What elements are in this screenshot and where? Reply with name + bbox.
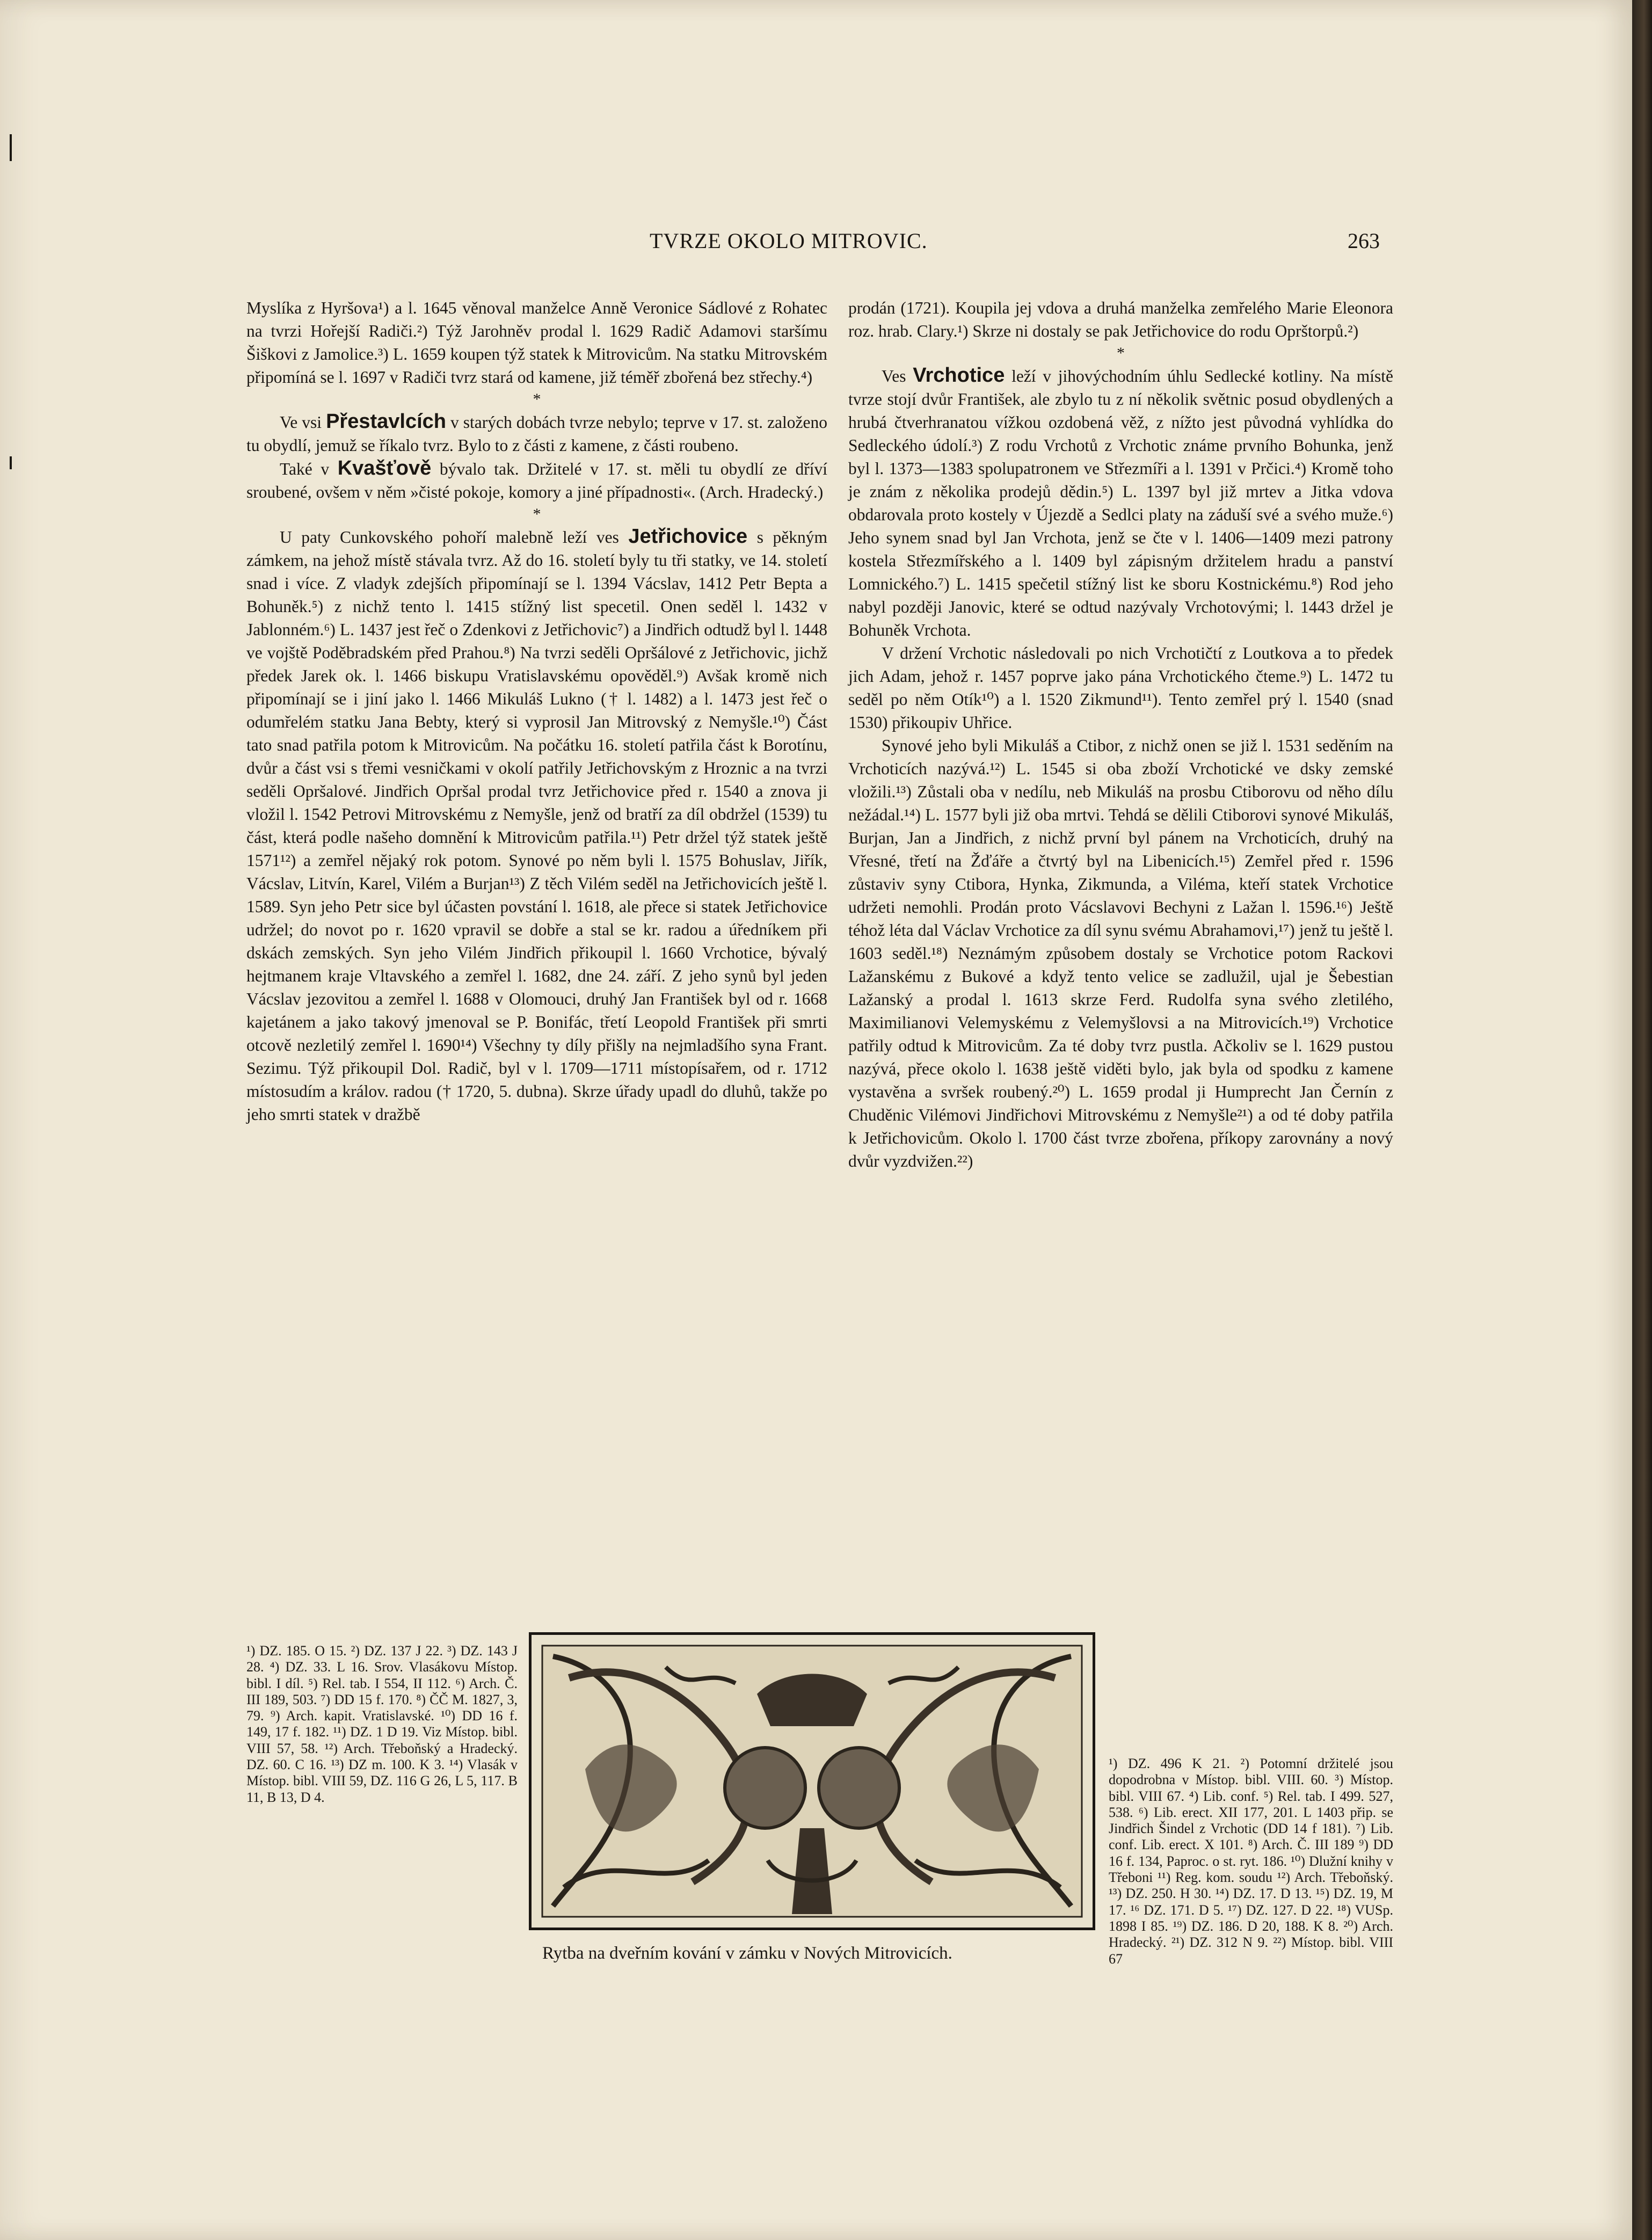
paragraph-prestavlky: Ve vsi Přestavlcích v starých dobách tvrze nebylo; teprve v 17. st. založeno tu obydlí, jemuž se říkalo tvrz. Bylo to z části z kamene, z části roubeno.: [246, 410, 827, 455]
footnote-text: ¹) DZ. 185. O 15. ²) DZ. 137 J 22. ³) DZ. 143 J 28. ⁴) DZ. 33. L 16. Srov. Vlasákovu Místop. bibl. I díl. ⁵) Rel. tab. I 554, II 112. ⁶) Arch. Č. III 189, 503. ⁷) DD 15 f. 170. ⁸) ČČ M. 1827, 3, 79. ⁹) Arch. kapit. Vratislavské. ¹⁰) DD 16 f. 149, 17 f. 182. ¹¹) DZ. 1 D 19. Viz Místop. bibl. VIII 57, 58. ¹²) Arch. Třeboňský a Hradecký. DZ. 60. C 16. ¹³) DZ m. 100. K 3. ¹⁴) Vlasák v Místop. bibl. VIII 59, DZ. 116 G 26, L 5, 117. B 11, B 13, D 4.: [246, 1643, 518, 1805]
place-name-kvasov: Kvašťově: [337, 457, 432, 479]
paragraph-continuation: prodán (1721). Koupila jej vdova a druhá manželka zemřelého Marie Eleonora roz. hrab. Clary.¹) Skrze ni dostaly se pak Jetřichovice do rodu Oprštorpů.²): [848, 299, 1393, 340]
place-name-jetrichovice: Jetřichovice: [628, 525, 748, 548]
door-fitting-engraving: [532, 1635, 1093, 1928]
figure-caption: Rytba na dveřním kování v zámku v Nových Mitrovicích.: [542, 1944, 952, 1963]
margin-mark: [10, 134, 12, 161]
paragraph-kvasov: Také v Kvašťově bývalo tak. Držitelé v 17. st. měli tu obydlí ze dříví sroubené, ovšem v něm »čisté pokoje, komory a jiné případnosti«. (Arch. Hradecký.): [246, 457, 827, 501]
page-number: 263: [1348, 229, 1380, 253]
section-divider: *: [533, 390, 541, 408]
margin-mark: [10, 456, 12, 469]
paragraph-drzeni: V držení Vrchotic následovali po nich Vrchotičtí z Loutkova a to předek jich Adam, jehož r. 1457 poprve jako pána Vrchotického čteme.⁹) L. 1472 tu seděl po něm Otík¹⁰) a l. 1520 Zikmund¹¹). Tento zemřel prý l. 1540 (snad 1530) přikoupiv Uhřice.: [848, 644, 1393, 732]
engraving-figure: [529, 1632, 1095, 1930]
paragraph-radic: Myslíka z Hyršova¹) a l. 1645 věnoval manželce Anně Veronice Sádlové z Rohatec na tvrzi Hořejší Radiči.²) Týž Jarohněv prodal l. 1629 Radič Adamovi staršímu Šiškovi z Jamolice.³) L. 1659 koupen týž statek k Mitrovicům. Na statku Mitrovském připomíná se l. 1697 v Radiči tvrz stará od kamene, již téměř zbořená bez střechy.⁴): [246, 299, 827, 387]
footnote-text: ¹) DZ. 496 K 21. ²) Potomní držitelé jsou dopodrobna v Místop. bibl. VIII. 60. ³) Místop. bibl. VIII 67. ⁴) Lib. conf. ⁵) Rel. tab. I 499. 527, 538. ⁶) Lib. erect. XII 177, 201. L 1403 přip. se Jindřich Šindel z Vrchotic (DD 14 f 181). ⁷) Lib. conf. Lib. erect. X 101. ⁸) Arch. Č. III 189 ⁹) DD 16 f. 134, Paproc. o st. ryt. 186. ¹⁰) Dlužní knihy v Třeboni ¹¹) Reg. kom. soudu ¹²) Arch. Třeboňský. ¹³) DZ. 250. H 30. ¹⁴) DZ. 17. D 13. ¹⁵) DZ. 19, M 17. ¹⁶ DZ. 171. D 5. ¹⁷) DZ. 127. D 22. ¹⁸) VUSp. 1898 I 85. ¹⁹) DZ. 186. D 20, 188. K 8. ²⁰) Arch. Hradecký. ²¹) DZ. 312 N 9. ²²) Místop. bibl. VIII 67: [1109, 1756, 1393, 1967]
paragraph-synove: Synové jeho byli Mikuláš a Ctibor, z nichž onen se již l. 1531 seděním na Vrchoticích nazývá.¹²) L. 1545 si oba zboží Vrchotické ve dsky zemské vložili.¹³) Zůstali oba v nedílu, neb Mikuláš na prosbu Ctiborovu od něho dílu nežádal.¹⁴) L. 1577 byli již oba mrtvi. Tehdá se dělili Ctiborovi synové Mikuláš, Burjan, Jan a Jindřich, z nichž první byl pánem na Vrchoticích, druhý na Vřesné, třetí na Žďáře a čtvrtý byl na Libenicích.¹⁵) Zemřel před r. 1596 zůstaviv syny Ctibora, Hynka, Zikmunda, a Viléma, kteří statek Vrchotice udržeti nemohli. Prodán proto Vácslavovi Bechyni z Lažan l. 1596.¹⁶) Ještě téhož léta dal Václav Vrchotice za díl synu svému Abrahamovi,¹⁷) jenž tu ještě l. 1603 seděl.¹⁸) Neznámým způsobem dostaly se Vrchotice potom Rackovi Lažanskému z Bukové a když tento velice se zadlužil, ujal je Šebestian Lažanský a prodal l. 1613 skrze Ferd. Rudolfa syna svého zletilého, Maximilianovi Velemyskému z Velemyšlovsi a na Mitrovicích.¹⁹) Vrchotice patřily odtud k Mitrovicům. Za té doby tvrz pustla. Ačkoliv se l. 1629 pustou nazývá, přece okolo l. 1638 ještě viděti bylo, jak byla od spodku z kamene vystavěna a svršek roubený.²⁰) L. 1659 prodal ji Humprecht Jan Černín z Chuděnic Vilémovi Jindřichovi Mitrovskému z Nemyšle²¹) a od té doby patřila k Jetřichovicům. Okolo l. 1700 část tvrze zbořena, příkopy zarovnány a nový dvůr vyzdvižen.²²): [848, 736, 1393, 1170]
left-footnotes: [246, 1643, 518, 1806]
paragraph-jetrichovice: U paty Cunkovského pohoří malebně leží ves Jetřichovice s pěkným zámkem, na jehož místě stávala tvrz. Až do 16. století byly tu tři statky, ve 14. století snad i více. Z vladyk zdejších připomínají se l. 1394 Vácslav, 1412 Petr Bepta a Bohuněk.⁵) z nichž tento l. 1415 stížný list specetil. Onen seděl l. 1432 v Jablonném.⁶) L. 1437 jest řeč o Zdenkovi z Jetřichovic⁷) a Jindřich odtudž byl l. 1448 ve vojště Poděbradském před Prahou.⁸) Na tvrzi seděli Opršálové z Jetřichovic, jichž předek Jarek ok. l. 1466 biskupu Vratislavskému opověděl.⁹) Avšak kromě nich připomínají se i jiní jako l. 1466 Mikuláš Lukno († l. 1482) a l. 1473 jest řeč o odumřelém statku Jana Bebty, který si vyprosil Jan Mitrovský z Nemyšle.¹⁰) Část tato snad patřila potom k Mitrovicům. Na počátku 16. století patřila část k Borotínu, dvůr a část vsi s třemi vesničkami v okolí patřily Jetřichovským z Hroznic a na tvrzi seděli Opršalové. Jindřich Opršal prodal tvrz Jetřichovice před r. 1540 a znova ji vložil l. 1542 Petrovi Mitrovskému z Nemyšle, jenž od bratří za díl obdržel (1539) tu část, která podle našeho domnění k Mitrovicům patřila.¹¹) Petr držel týž statek ještě 1571¹²) a zemřel nějaký rok potom. Synové po něm byli l. 1575 Bohuslav, Jiřík, Vácslav, Litvín, Karel, Vilém a Burjan¹³) Z těch Vilém seděl na Jetřichovicích ještě l. 1589. Syn jeho Petr sice byl účasten povstání l. 1618, ale přece si statek Jetřichovice udržel; do novot po r. 1620 vpravil se dobře a stal se kr. radou a úředníkem při dskách zemských. Syn jeho Vilém Jindřich přikoupil l. 1660 Vrchotice, bývalý hejtmanem kraje Vltavského a zemřel l. 1682, dne 24. září. Z jeho synů byl jeden Vácslav jezovitou a zemřel l. 1688 v Olomouci, druhý Jan František byl od r. 1668 kajetánem a jako takový jmenoval se P. Bonifác, třetí Leopold František při smrti otcově nezletilý zemřel l. 1690¹⁴) Všechny ty díly přišly na nejmladšího syna Frant. Sezimu. Týž přikoupil Dol. Radič, byl v l. 1709—1711 místopísařem, od r. 1712 místosudím a králov. radou († 1720, 5. dubna). Skrze úřady upadl do dluhů, takže po jeho smrti statek v dražbě: [246, 525, 827, 1124]
book-spine-edge: [1632, 0, 1652, 2240]
right-column: [848, 296, 1393, 1173]
section-divider: *: [1117, 344, 1125, 362]
left-column: [246, 296, 827, 1126]
paragraph-vrchotice: Ves Vrchotice leží v jihovýchodním úhlu Sedlecké kotliny. Na místě tvrze stojí dvůr František, ale zbylo tu z ní několik světnic posud obydlených a hrubá čtverhranatou vížkou ozdobená věž, z nížto jest původná vyhlídka do Sedleckého údolí.³) Z rodu Vrchotů z Vrchotic známe prvního Bohunka, jenž byl l. 1373—1383 spolupatronem ve Střezmíři a l. 1391 v Prčici.⁴) Kromě toho je znám z několika prodejů dědin.⁵) L. 1397 byl již mrtev a Jitka vdova obdarovala proto kostely v Újezdě a Sedlci platy na záduší své a svého muže.⁶) Jeho synem snad byl Jan Vrchota, jenž se čte v l. 1406—1409 mezi patrony kostela Střezmířského a l. 1409 byl zápisným držitelem hradu a panství Lomnického.⁷) L. 1415 spečetil stížný list ke sboru Kostnickému.⁸) Rod jeho nabyl později Janovic, které se odtud nazývaly Vrchotovými; l. 1443 držel je Bohuněk Vrchota.: [848, 364, 1393, 639]
section-divider: *: [533, 505, 541, 523]
place-name-vrchotice: Vrchotice: [913, 364, 1005, 387]
running-header: TVRZE OKOLO MITROVIC.: [650, 229, 928, 253]
place-name-prestavlky: Přestavlcích: [326, 410, 446, 433]
right-footnotes: [1109, 1756, 1393, 1967]
